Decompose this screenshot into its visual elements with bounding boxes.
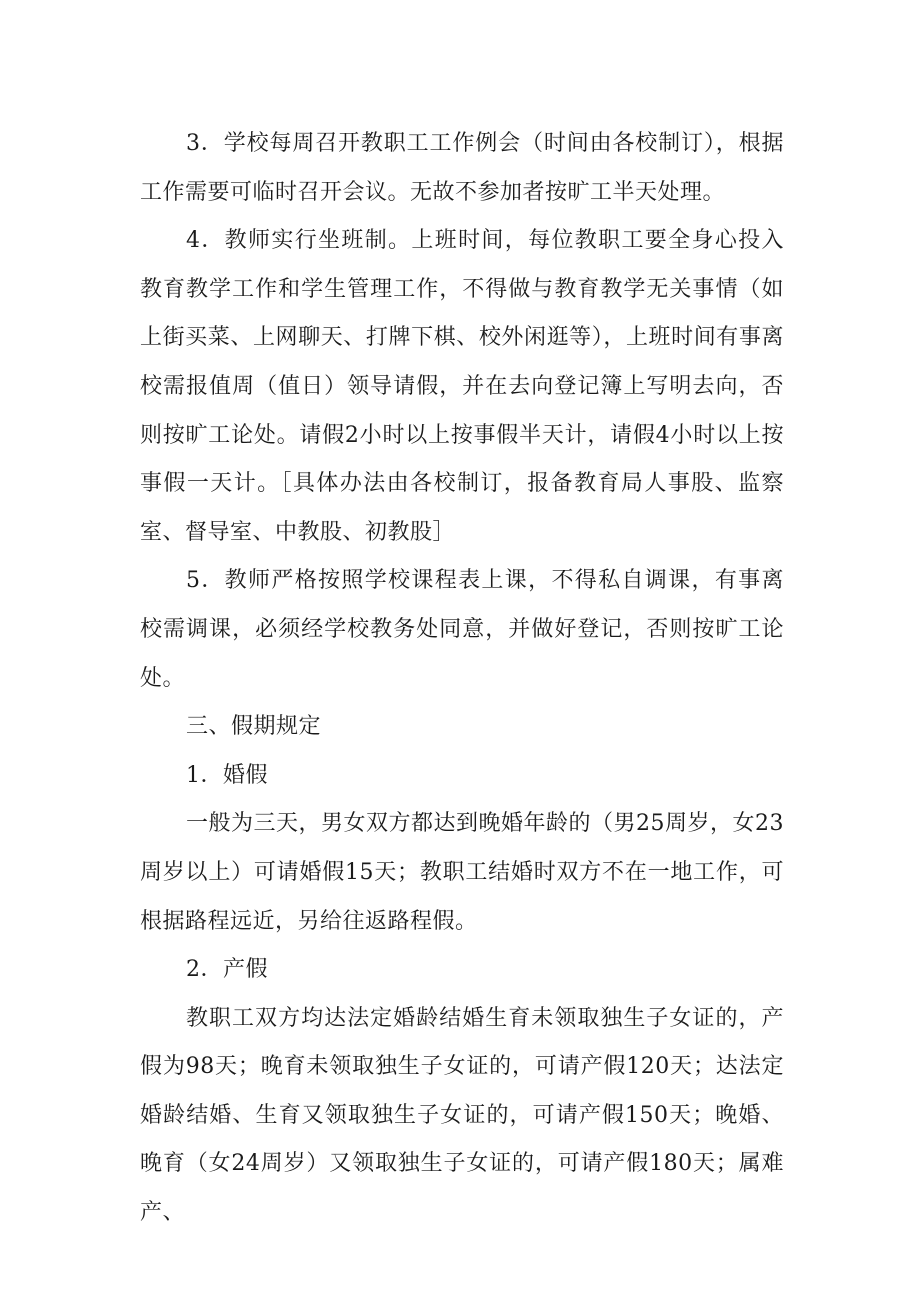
marriage-leave-text: 一般为三天，男女双方都达到晚婚年龄的（男25周岁，女23周岁以上）可请婚假15天；教职工结婚时双方不在一地工作，可根据路程远近，另给往返路程假。 [140,811,784,934]
item-3-weekly-meeting: 3．学校每周召开教职工工作例会（时间由各校制订），根据工作需要可临时召开会议。无故不参加者按旷工半天处理。 [140,131,784,205]
section-3-heading: 三、假期规定 [186,714,322,740]
subsection-2-heading: 2．产假 [186,957,268,983]
item-5-class-schedule: 5．教师严格按照学校课程表上课，不得私自调课，有事离校需调课，必须经学校教务处同意，并做好登记，否则按旷工论处。 [140,568,784,691]
document-body [140,120,784,1238]
maternity-leave-text: 教职工双方均达法定婚龄结婚生育未领取独生子女证的，产假为98天；晚育未领取独生子女证的，可请产假120天；达法定婚龄结婚、生育又领取独生子女证的，可请产假150天；晚婚、晚育（女24周岁）又领取独生子女证的，可请产假180天；属难产、 [140,1005,784,1226]
subsection-1-heading: 1．婚假 [186,762,268,788]
item-4-office-hours: 4．教师实行坐班制。上班时间，每位教职工要全身心投入教育教学工作和学生管理工作，不得做与教育教学无关事情（如上街买菜、上网聊天、打牌下棋、校外闲逛等），上班时间有事离校需报值周（值日）领导请假，并在去向登记簿上写明去向，否则按旷工论处。请假2小时以上按事假半天计，请假4小时以上按事假一天计。［具体办法由各校制订，报备教育局人事股、监察室、督导室、中教股、初教股］ [140,228,784,545]
